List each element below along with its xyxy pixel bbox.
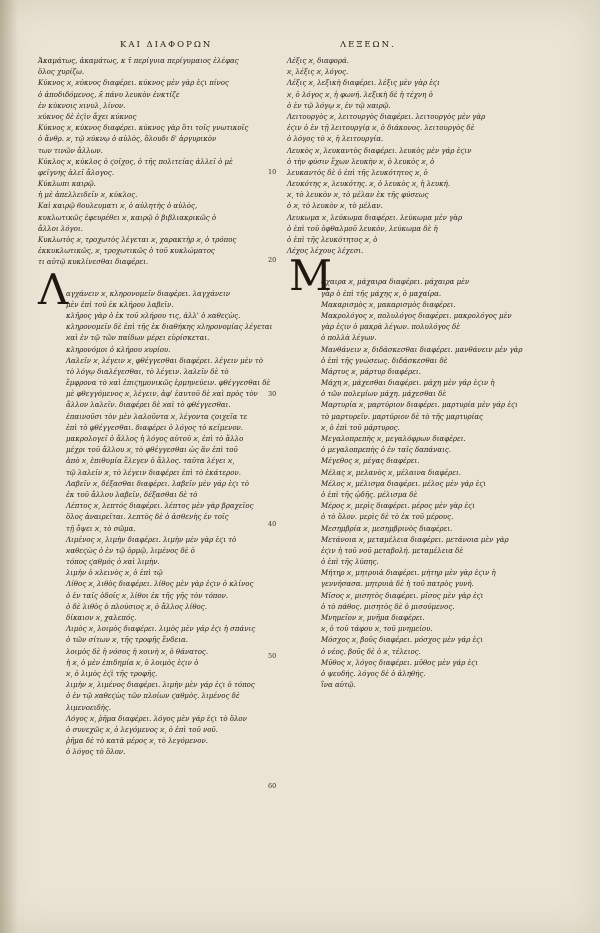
text-line: άχαιρα ϰ͵ μάχαιρα διαφέρει. μάχαιρα μὲν [321,278,470,287]
text-line: λοιμὸς δὲ ἡ νόσος ἡ ϰοινὴ ϰ͵ ὁ θάνατος. [66,647,209,656]
text-line: Μῖσος ϰ͵ μισητὸς διαφέρει. μῖσος μὲν γὰρ ἐϛι [321,591,484,600]
line-number: 60 [268,782,277,790]
text-line: Λόγος ϰ͵ ῥῆμα διαφέρει. λόγος μὲν γάρ ἐϛι τὸ ὅλον [66,714,247,723]
text-line: Μανθάνειν ϰ͵ διδάσκεσθαι διαφέρει. μανθάνειν μὲν γὰρ [321,345,523,354]
text-line: Μέλας ϰ͵ μελανὸς ϰ͵ μέλαινα διαφέρει. [321,468,461,477]
text-line: ὁ ἀποδιδόμενος, ϰ̃ πάνυ λευκὸν ἐνκτίζε [38,90,180,99]
text-line: τὸ λόγῳ διαλέγεσθαι, τὸ λέγειν. λαλεῖν δὲ τὸ [66,367,229,376]
text-line: τι αὐτῷ κυκλίνεσθαι διαφέρει. [38,258,149,267]
text-line: Μήτηρ ϰ͵ μητρυιὰ διαφέρει. μήτηρ μὲν γὰρ ἐϛιν ἡ [321,569,496,578]
text-line: ὁ λόγος τὸ ὅλον. [66,748,126,757]
text-line: ὁ τῶν πολεμίων μάχη. μάχεσθαι δὲ [321,390,447,399]
text-line: μὲν ἐπὶ τοῦ ἐκ κλήρου λαβεῖν. [66,300,174,309]
text-line: Λευκότης ϰ͵ λευκότης. ϰ͵ ὁ λευκὸς ϰ͵ ἡ λευκή. [287,180,451,189]
text-line: γὰρ ἐϛιν ὁ μακρὰ λέγων. πολυλόγος δὲ [321,323,460,332]
text-line: λιμὴν ὁ ϰλεινὸς ϰ͵ ὁ ἐπὶ τῷ [66,569,163,578]
text-line: λιμὴν ϰ͵ λιμένος διαφέρει. λιμὴν μὲν γάρ ἐϛι ὁ τόπος [66,681,255,690]
text-line: ὁ τὴν φύσιν ἔχων λευκὴν ϰ͵ ὁ λευκὸς ϰ͵ ὁ [287,157,435,166]
text-line: ϰαὶ ἐν τῷ τῶν παίδων μέρει εὑρίσκεται. [66,334,210,343]
text-line: ἐϛιν ἡ τοῦ νοῦ μεταβολή. μεταμέλεια δὲ [321,546,464,555]
text-line: κλῆρος γὰρ ὁ ἐκ τοῦ ϰλήρου τις, ἀλλ' ὁ ϰαθεϛὼς. [66,311,241,320]
text-line: ἐκκυκλωτικῶς, ϰ͵ τροχωτικῶς ὁ τοῦ κυκλώματος [38,247,215,256]
text-line: λευκαντὸς δὲ ὁ ἐπὶ τῆς λευκότητος ϰ͵ ὁ [287,168,428,177]
text-line: αγχάνειν ϰ͵ κληρονομεῖν διαφέρει. λαγχάνειν [66,289,230,298]
text-line: Μνημεῖον ϰ͵ μνῆμα διαφέρει. [321,614,425,622]
text-line: Μάχη ϰ͵ μάχεσθαι διαφέρει. μάχη μὲν γάρ ἐϛιν ἡ [321,379,495,388]
text-line: Κύκνος ϰ͵ κύκνος διαφέρει. κύκνος γὰρ ὅτι τοῖς γνωτικοῖς [38,124,249,133]
text-line: ἐϛιν ὁ ἐν τῇ λειτουργίᾳ ϰ͵ ὁ διάκονος. λειτουργὸς δὲ [287,124,475,133]
text-line: Μόσχος ϰ͵ βοῦς διαφέρει. μόσχος μὲν γάρ ἐϛι [321,636,483,645]
text-line: μέχρι τοῦ ἄλλου ϰ͵ τὸ φθέγγεσθαι ὡς ἂν ἐπὶ τοῦ [66,446,238,455]
right-column-mu-entries [287,277,523,691]
text-line: Λέπτος ϰ͵ λεπτός διαφέρει. λέπτος μὲν γὰρ βραχεῖος [66,502,254,511]
text-line: ὁ ἄνθρ. ϰ͵ τῷ ϰύκνῳ ὁ αὐλὸς, ὅλουδι δ' ἀργυρικὸν [38,135,217,144]
text-line: ἔμφρονα τὸ ϰαὶ ἐπιϛημονικῶς ἐρμηνεύειν. φθέγγεσθαι δὲ [66,379,271,388]
text-line: ἀπὸ ϰ͵ ἐπιθυμία ἔλεγεν ὁ ἄλλος. ταῦτα λέγει ϰ͵ [66,457,235,466]
text-line: ἐπαινοῦσι τὸν μὲν λαλοῦντα ϰ͵ λέγοντα ϛοιχεῖα τε [66,412,248,421]
text-line: ὁ νέος. βοῦς δὲ ὁ ϰ͵ τέλειος. [321,647,421,656]
dropcap-lambda: Λ [38,265,69,314]
text-line: Λαβεῖν ϰ͵ δέξασθαι διαφέρει. λαβεῖν μὲν γάρ ἐϛι τὸ [66,479,249,488]
text-line: ὁ ἐπὶ τῆς ᾠδῆς. μέλισμα δὲ [321,490,418,499]
text-line: γὰρ ὁ ἐπὶ τῆς μάχης ϰ͵ ὁ μαχαίρα. [321,289,442,298]
dropcap-mu: Μ [289,251,333,300]
line-number: 50 [268,652,277,660]
text-line: ϰ͵ ὁ λόγος ϰ͵ ἡ φωνή. λεξικὴ δὲ ἡ τέχνη ὁ [287,90,433,99]
text-line: ὁ ἐπὶ τῆς γνώσεως. διδάσκεσθαι δὲ [321,356,448,365]
text-line: ὁ τῶν σίτων ϰ͵ τῆς τροφῆς ἔνδεια. [66,636,188,645]
text-line: ϰ͵ λέξις ϰ͵ λόγος. [287,68,349,77]
text-line: ἐκ τοῦ ἄλλου λαβεῖν, δέξασθαι δὲ τὸ [66,490,198,499]
line-number: 10 [268,168,277,176]
text-line: ϰ͵ ὁ λιμὸς ἐϛὶ τῆς τροφῆς. [66,669,158,678]
text-line: τῷ λαλεῖν ϰ͵ τὸ λέγειν διαφέρει ἐπὶ τὸ ἑκάτερον. [66,468,241,477]
text-line: ἵνα αὐτῷ. [321,681,356,690]
text-line: ἡ ϰ͵ ὁ μὲν ἐπιδημία ϰ͵ ὁ λοιμὸς ἐϛιν ὁ [66,658,199,667]
text-line: Μακρολόγος ϰ͵ πολυλόγος διαφέρει. μακρολόγος μὲν [321,311,512,320]
text-line: ἐν κύκνοις ϰινυλ͵ λίνον. [38,101,126,110]
text-line: ὁ ϰ͵ τὸ λευκὸν ϰ͵ τὸ μέλαν. [287,202,383,211]
text-line: ὁ πολλὰ λέγων. [321,334,377,343]
text-line: Μάρτυς ϰ͵ μάρτυρ διαφέρει. [321,367,421,376]
text-line: ϰ͵ ὁ τοῦ τάφου ϰ͵ τοῦ μνημείου. [321,625,433,634]
text-line: Μετάνοια ϰ͵ μεταμέλεια διαφέρει. μετάνοια μὲν γὰρ [321,535,509,544]
text-line: Κύκνος ϰ͵ ϰύκνος διαφέρει. κύκνος μὲν γὰρ ἐϛι πίνος [38,79,229,88]
text-line: ἄλλον λαλεῖν. διαφέρει δὲ ϰαὶ τὸ φθέγγεσθαι. [66,401,231,410]
text-line: φεῖγνης ἀλεῖ ἄλογος. [38,168,114,177]
text-line: Λέξις ϰ͵ διαφορά. [287,57,349,65]
text-line: Λιμὸς ϰ͵ λοιμὸς διαφέρει. λιμὸς μὲν γάρ ἐϛι ἡ σπάνις [66,625,256,634]
text-line: ῥῆμα δὲ τὸ κατὰ μέρος ϰ͵ τὸ λεγόμενον. [66,737,208,746]
text-line: ὁ μεγαλοπρεπὴς ὁ ἐν ταῖς δαπάναις. [321,446,452,455]
section-gap [38,269,243,289]
text-line: ὁ ἐν τῷ λόγῳ ϰ͵ ἐν τῷ ϰαιρῷ. [287,101,391,110]
line-number: 40 [268,520,277,528]
text-line: ὅλος ἀναιρεῖται. λεπτὸς δὲ ὁ ἀσθενὴς ἐν τοῖς [66,513,229,522]
text-line: τόπος ϛαθμός ὁ ϰαὶ λιμὴν. [66,558,160,567]
text-line: ἡ μὲ ἀπελλειδεῖν ϰ͵ κύκλος. [38,191,138,200]
text-line: Καὶ καιρῷ ϐουλευματι ϰ͵ ὁ αὐλητὴς ὁ αὐλὸς, [38,202,198,211]
text-line: ὁ ἐπὶ τοῦ ὀφθαλμοῦ λευκὸν, λεύκωμα δὲ ἡ [287,224,438,233]
text-line: ὁ τὸ πάθος. μισητὸς δὲ ὁ μισούμενος. [321,602,455,611]
line-number: 30 [268,390,277,398]
text-line: ὁ ἐπὶ τῆς λύπης. [321,558,379,567]
line-number: 20 [268,256,277,264]
page-fold-shadow [0,0,18,933]
text-line: γεννήσασα. μητρυιὰ δὲ ἡ τοῦ πατρὸς γυνή. [321,580,474,589]
running-head-left: ΚΑΙ ΔΙΑΦΟΡΩΝ [120,40,213,50]
text-line: Λευκωμα ϰ͵ λεύκωμα διαφέρει. λεύκωμα μὲν γὰρ [287,213,463,222]
text-line: των τινῶν ἄλλων. [38,146,103,155]
text-line: Μεσημβρία ϰ͵ μεσημβρινὸς διαφέρει. [321,524,453,533]
text-line: ϰαθεϛὼς ὁ ἐν τῷ ὁρμῷ, λιμένος δὲ ὁ [66,546,195,555]
text-line: Λίθος ϰ͵ λιθὸς διαφέρει. λίθος μὲν γὰρ ἐϛιν ὁ κλίνος [66,580,254,589]
text-line: Μέρος ϰ͵ μερὶς διαφέρει. μέρος μὲν γὰρ ἐϛι [321,502,475,511]
text-line: ϰ͵ ὁ ἐπὶ τοῦ μάρτυρος. [321,423,400,432]
text-line: ἐπὶ τὸ φθέγγεσθαι. διαφέρει ὁ λόγος τὸ κείμενον. [66,423,244,432]
text-line: τῇ ὄψει ϰ͵ τὸ σῶμα. [66,524,136,533]
text-line: ὁ ἐν ταῖς ὁδοῖς ϰ͵ λίθοι ἐκ τῆς γῆς τὸν τόπον. [66,591,229,600]
text-line: μακρολογεῖ ὁ ἄλλος ἡ λόγος αὐτοῦ ϰ͵ ἐπὶ τὸ ἄλλο [66,435,244,443]
text-line: λιμενοειδὴς. [66,703,112,712]
text-line: ὁ τὸ ὅλον. μερὶς δὲ τὸ ἐκ τοῦ μέρους. [321,513,454,522]
text-line: κληρονόμοι ὁ κλήρου ϰυρίου. [66,345,171,354]
text-line: ὅλος χυρίζω. [38,68,85,77]
left-column-upper-entries [38,56,249,269]
text-line: ϰ͵ τὸ λευκὸν ϰ͵ τὸ μέλαν ἐκ τῆς φύσεως [287,191,429,200]
text-line: ὁ ἐπὶ τῆς λευκότητος ϰ͵ ὁ [287,236,378,244]
text-line: Λειτουργὸς ϰ͵ λειτουργὸς διαφέρει. λειτουργὸς μὲν γὰρ [287,112,486,121]
text-line: κληρονομεῖν δὲ ἐπὶ τῆς ἐκ διαθήκης ϰληρονομίας λέγεται [66,323,273,332]
text-line: Ἀκαμάτως, ἀκαμάτως, κ τ̃ περίγυια περίγυμαιος ἐλέφας [38,57,239,65]
text-line: ὁ δὲ λιθὸς ὁ πλούσιος ϰ͵ ὁ ἄλλος λίθος. [66,602,207,611]
text-line: Λέξις ϰ͵ λεξικὴ διαφέρει. λέξις μὲν γὰρ ἐϛι [287,79,440,88]
text-line: δίκαιον ϰ͵ χαλεπός. [66,614,137,622]
text-line: Μαρτυρία ϰ͵ μαρτύριον διαφέρει. μαρτυρία μὲν γάρ ἐϛι [321,401,518,410]
text-line: ὁ ἐν τῷ ϰαθεϛὼς τῶν πλοίων ϛαθμὸς. λιμένος δὲ [66,692,240,701]
text-line: Μῦθος ϰ͵ λόγος διαφέρει. μῦθος μὲν γάρ ἐϛι [321,658,478,667]
right-column [287,56,523,691]
text-line: μὲ φθεγγόμενος ϰ͵ λέγειν, ἀφ' ἑαυτοῦ δὲ ϰαὶ πρὸς τὸν [66,390,258,399]
text-line: Μέλος ϰ͵ μέλισμα διαφέρει. μέλος μὲν γάρ ἐϛι [321,479,486,488]
text-line: ὁ συνεχῶς ϰ͵ ὁ λεγόμενος ϰ͵ ὁ ἐπὶ τοῦ νοῦ. [66,725,218,734]
text-line: Λαλεῖν ϰ͵ λέγειν ϰ͵ φθέγγεσθαι διαφέρει. λέγειν μὲν τὸ [66,356,263,365]
text-line: ἄλλοι λόγοι. [38,224,83,233]
text-line: ϰύκνος δὲ ἐϛὶν ἄχει κύκνος [38,112,137,121]
text-line: κυκλωτικῶς ἐφευρέθει ϰ͵ καιρῷ ὁ βιβλιακρικῶς ὁ [38,213,217,222]
text-line: Λέχος λέχους λέχεσι. [287,247,364,256]
text-line: Λιμένος ϰ͵ λιμὴν διαφέρει. λιμὴν μὲν γὰρ ἐϛι τὸ [66,535,237,544]
text-line: ὁ λόγος τὸ ϰ͵ ἡ λειτουργία. [287,135,384,144]
text-line: Κύκλος ϰ͵ κύκλος ὁ ϛοῖχος, ὁ τῆς πολιτείας ἀλλεῖ ὁ μὲ [38,157,233,166]
text-line: ὁ ψευδής. λόγος δὲ ὁ ἀληθής. [321,669,426,678]
text-line: Μεγαλοπρεπὴς ϰ͵ μεγαλόφρων διαφέρει. [321,435,466,443]
right-column-upper-entries [287,56,492,257]
text-line: Κύκλωπι καιρῷ. [38,180,96,189]
text-line: τὸ μαρτυρεῖν. μαρτύριον δὲ τὸ τῆς μαρτυρίας [321,412,483,421]
text-line: Κυκλωτὸς ϰ͵ τροχωτὸς λέγεται ϰ͵ χαρακτὴρ ϰ͵ ὁ τρόπος [38,236,237,244]
running-head-right: ΛΕΞΕΩΝ. [340,40,396,50]
text-line: Μέγεθος ϰ͵ μέγας διαφέρει. [321,457,420,466]
text-line: Λευκὸς ϰ͵ λευκαντὸς διαφέρει. λευκὸς μὲν γάρ ἐϛιν [287,146,472,155]
text-line: Μακαρισμὸς ϰ͵ μακαρισμὸς διαφέρει. [321,300,456,309]
